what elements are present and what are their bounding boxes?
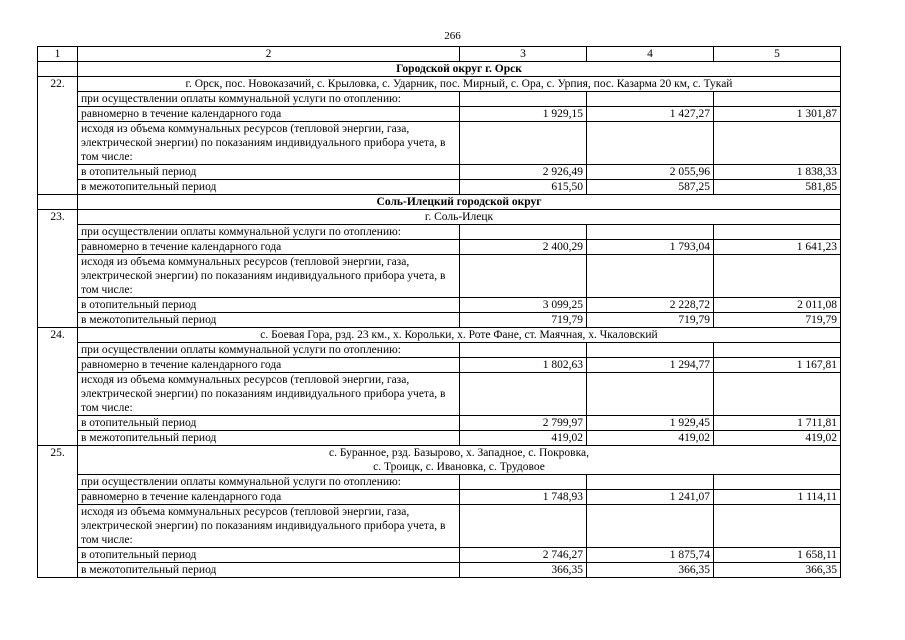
- item-number: 25.: [38, 446, 78, 578]
- column-number-row: [38, 47, 841, 62]
- page-number: 266: [444, 30, 461, 42]
- value-col3: 2 400,29: [460, 240, 587, 255]
- value-col3: 615,50: [460, 180, 587, 195]
- value-col4: [587, 225, 714, 240]
- value-col3: 2 799,97: [460, 416, 587, 431]
- value-col5: [714, 505, 841, 548]
- value-col5: [714, 92, 841, 107]
- data-row: [38, 431, 841, 446]
- row-label: равномерно в течение календарного года: [78, 107, 460, 122]
- section-header-row: [38, 195, 841, 210]
- value-col5: 1 658,11: [714, 548, 841, 563]
- data-row: [38, 358, 841, 373]
- value-col5: 1 641,23: [714, 240, 841, 255]
- value-col3: 719,79: [460, 313, 587, 328]
- value-col4: 1 427,27: [587, 107, 714, 122]
- row-label: при осуществлении оплаты коммунальной услуги по отоплению:: [78, 92, 460, 107]
- value-col5: 1 301,87: [714, 107, 841, 122]
- item-number: 24.: [38, 328, 78, 446]
- row-label: при осуществлении оплаты коммунальной услуги по отоплению:: [78, 475, 460, 490]
- data-row: [38, 180, 841, 195]
- column-number-4: 4: [587, 47, 714, 62]
- value-col4: 1 241,07: [587, 490, 714, 505]
- value-col3: 2 926,49: [460, 165, 587, 180]
- value-col5: 719,79: [714, 313, 841, 328]
- section-title: Городской округ г. Орск: [78, 62, 841, 77]
- data-row: [38, 416, 841, 431]
- value-col3: 3 099,25: [460, 298, 587, 313]
- value-col4: [587, 343, 714, 358]
- column-number-5: 5: [714, 47, 841, 62]
- table-body: [38, 47, 841, 578]
- data-row: [38, 107, 841, 122]
- data-row: [38, 298, 841, 313]
- value-col5: 1 838,33: [714, 165, 841, 180]
- data-row: [38, 165, 841, 180]
- tariff-table: [37, 46, 841, 578]
- row-label: в межотопительный период: [78, 313, 460, 328]
- data-row: [38, 313, 841, 328]
- column-number-1: 1: [38, 47, 78, 62]
- locality-row: [38, 77, 841, 92]
- row-label: при осуществлении оплаты коммунальной услуги по отоплению:: [78, 225, 460, 240]
- locality-row: [38, 446, 841, 475]
- locality-line: с. Троицк, с. Ивановка, с. Трудовое: [373, 461, 545, 473]
- row-label: равномерно в течение календарного года: [78, 240, 460, 255]
- value-col4: 1 929,45: [587, 416, 714, 431]
- value-col4: 2 228,72: [587, 298, 714, 313]
- value-col3: 366,35: [460, 563, 587, 578]
- value-col3: 2 746,27: [460, 548, 587, 563]
- row-label: равномерно в течение календарного года: [78, 358, 460, 373]
- value-col5: [714, 343, 841, 358]
- value-col4: [587, 122, 714, 165]
- locality-name: [78, 446, 841, 475]
- value-col3: [460, 343, 587, 358]
- value-col5: [714, 255, 841, 298]
- label-row: [38, 92, 841, 107]
- row-label: исходя из объема коммунальных ресурсов (тепловой энергии, газа, электрической энергии) по показаниям индивидуального прибора учета, в том числе:: [78, 373, 460, 416]
- label-row: [38, 225, 841, 240]
- label-row: [38, 475, 841, 490]
- row-label: в отопительный период: [78, 548, 460, 563]
- value-col5: 1 167,81: [714, 358, 841, 373]
- value-col4: 719,79: [587, 313, 714, 328]
- row-label: в межотопительный период: [78, 563, 460, 578]
- value-col3: [460, 505, 587, 548]
- label-row: [38, 343, 841, 358]
- value-col3: [460, 225, 587, 240]
- row-label: исходя из объема коммунальных ресурсов (тепловой энергии, газа, электрической энергии) по показаниям индивидуального прибора учета, в том числе:: [78, 122, 460, 165]
- value-col5: 2 011,08: [714, 298, 841, 313]
- value-col3: [460, 255, 587, 298]
- row-label: в отопительный период: [78, 416, 460, 431]
- data-row: [38, 548, 841, 563]
- value-col4: [587, 475, 714, 490]
- locality-name: [78, 77, 841, 92]
- value-col4: 1 875,74: [587, 548, 714, 563]
- value-col5: 1 114,11: [714, 490, 841, 505]
- data-row: [38, 490, 841, 505]
- value-col5: [714, 373, 841, 416]
- column-number-2: 2: [78, 47, 460, 62]
- data-row: [38, 240, 841, 255]
- locality-line: с. Буранное, рзд. Базырово, х. Западное, с. Покровка,: [328, 447, 590, 459]
- value-col4: [587, 255, 714, 298]
- value-col3: 1 802,63: [460, 358, 587, 373]
- row-label: исходя из объема коммунальных ресурсов (тепловой энергии, газа, электрической энергии) по показаниям индивидуального прибора учета, в том числе:: [78, 505, 460, 548]
- label-row: [38, 255, 841, 298]
- row-label: в межотопительный период: [78, 431, 460, 446]
- value-col5: 581,85: [714, 180, 841, 195]
- value-col4: [587, 373, 714, 416]
- row-label: в отопительный период: [78, 298, 460, 313]
- value-col3: 1 748,93: [460, 490, 587, 505]
- label-row: [38, 373, 841, 416]
- locality-name: [78, 328, 841, 343]
- value-col4: 587,25: [587, 180, 714, 195]
- value-col5: 1 711,81: [714, 416, 841, 431]
- value-col3: [460, 122, 587, 165]
- value-col4: 1 294,77: [587, 358, 714, 373]
- locality-name: [78, 210, 841, 225]
- value-col4: [587, 92, 714, 107]
- value-col4: [587, 505, 714, 548]
- row-label: в межотопительный период: [78, 180, 460, 195]
- value-col4: 2 055,96: [587, 165, 714, 180]
- section-header-row: [38, 62, 841, 77]
- value-col4: 1 793,04: [587, 240, 714, 255]
- row-label: в отопительный период: [78, 165, 460, 180]
- item-number: 22.: [38, 77, 78, 195]
- value-col5: [714, 475, 841, 490]
- value-col5: [714, 225, 841, 240]
- row-label: равномерно в течение календарного года: [78, 490, 460, 505]
- label-row: [38, 505, 841, 548]
- section-number-cell: [38, 62, 78, 77]
- value-col4: 419,02: [587, 431, 714, 446]
- section-number-cell: [38, 195, 78, 210]
- value-col3: 1 929,15: [460, 107, 587, 122]
- locality-line: с. Боевая Гора, рзд. 23 км., х. Корольки, х. Роте Фане, ст. Маячная, х. Чкаловский: [260, 329, 658, 341]
- value-col3: [460, 475, 587, 490]
- row-label: при осуществлении оплаты коммунальной услуги по отоплению:: [78, 343, 460, 358]
- value-col4: 366,35: [587, 563, 714, 578]
- value-col3: [460, 92, 587, 107]
- locality-row: [38, 210, 841, 225]
- value-col5: 366,35: [714, 563, 841, 578]
- data-row: [38, 563, 841, 578]
- section-title: Соль-Илецкий городской округ: [78, 195, 841, 210]
- locality-line: г. Соль-Илецк: [424, 211, 494, 223]
- locality-row: [38, 328, 841, 343]
- column-number-3: 3: [460, 47, 587, 62]
- value-col3: [460, 373, 587, 416]
- label-row: [38, 122, 841, 165]
- row-label: исходя из объема коммунальных ресурсов (тепловой энергии, газа, электрической энергии) по показаниям индивидуального прибора учета, в том числе:: [78, 255, 460, 298]
- value-col3: 419,02: [460, 431, 587, 446]
- value-col5: [714, 122, 841, 165]
- value-col5: 419,02: [714, 431, 841, 446]
- item-number: 23.: [38, 210, 78, 328]
- locality-line: г. Орск, пос. Новоказачий, с. Крыловка, с. Ударник, пос. Мирный, с. Ора, с. Урпия, пос. Казарма 20 км, с. Тукай: [185, 78, 733, 90]
